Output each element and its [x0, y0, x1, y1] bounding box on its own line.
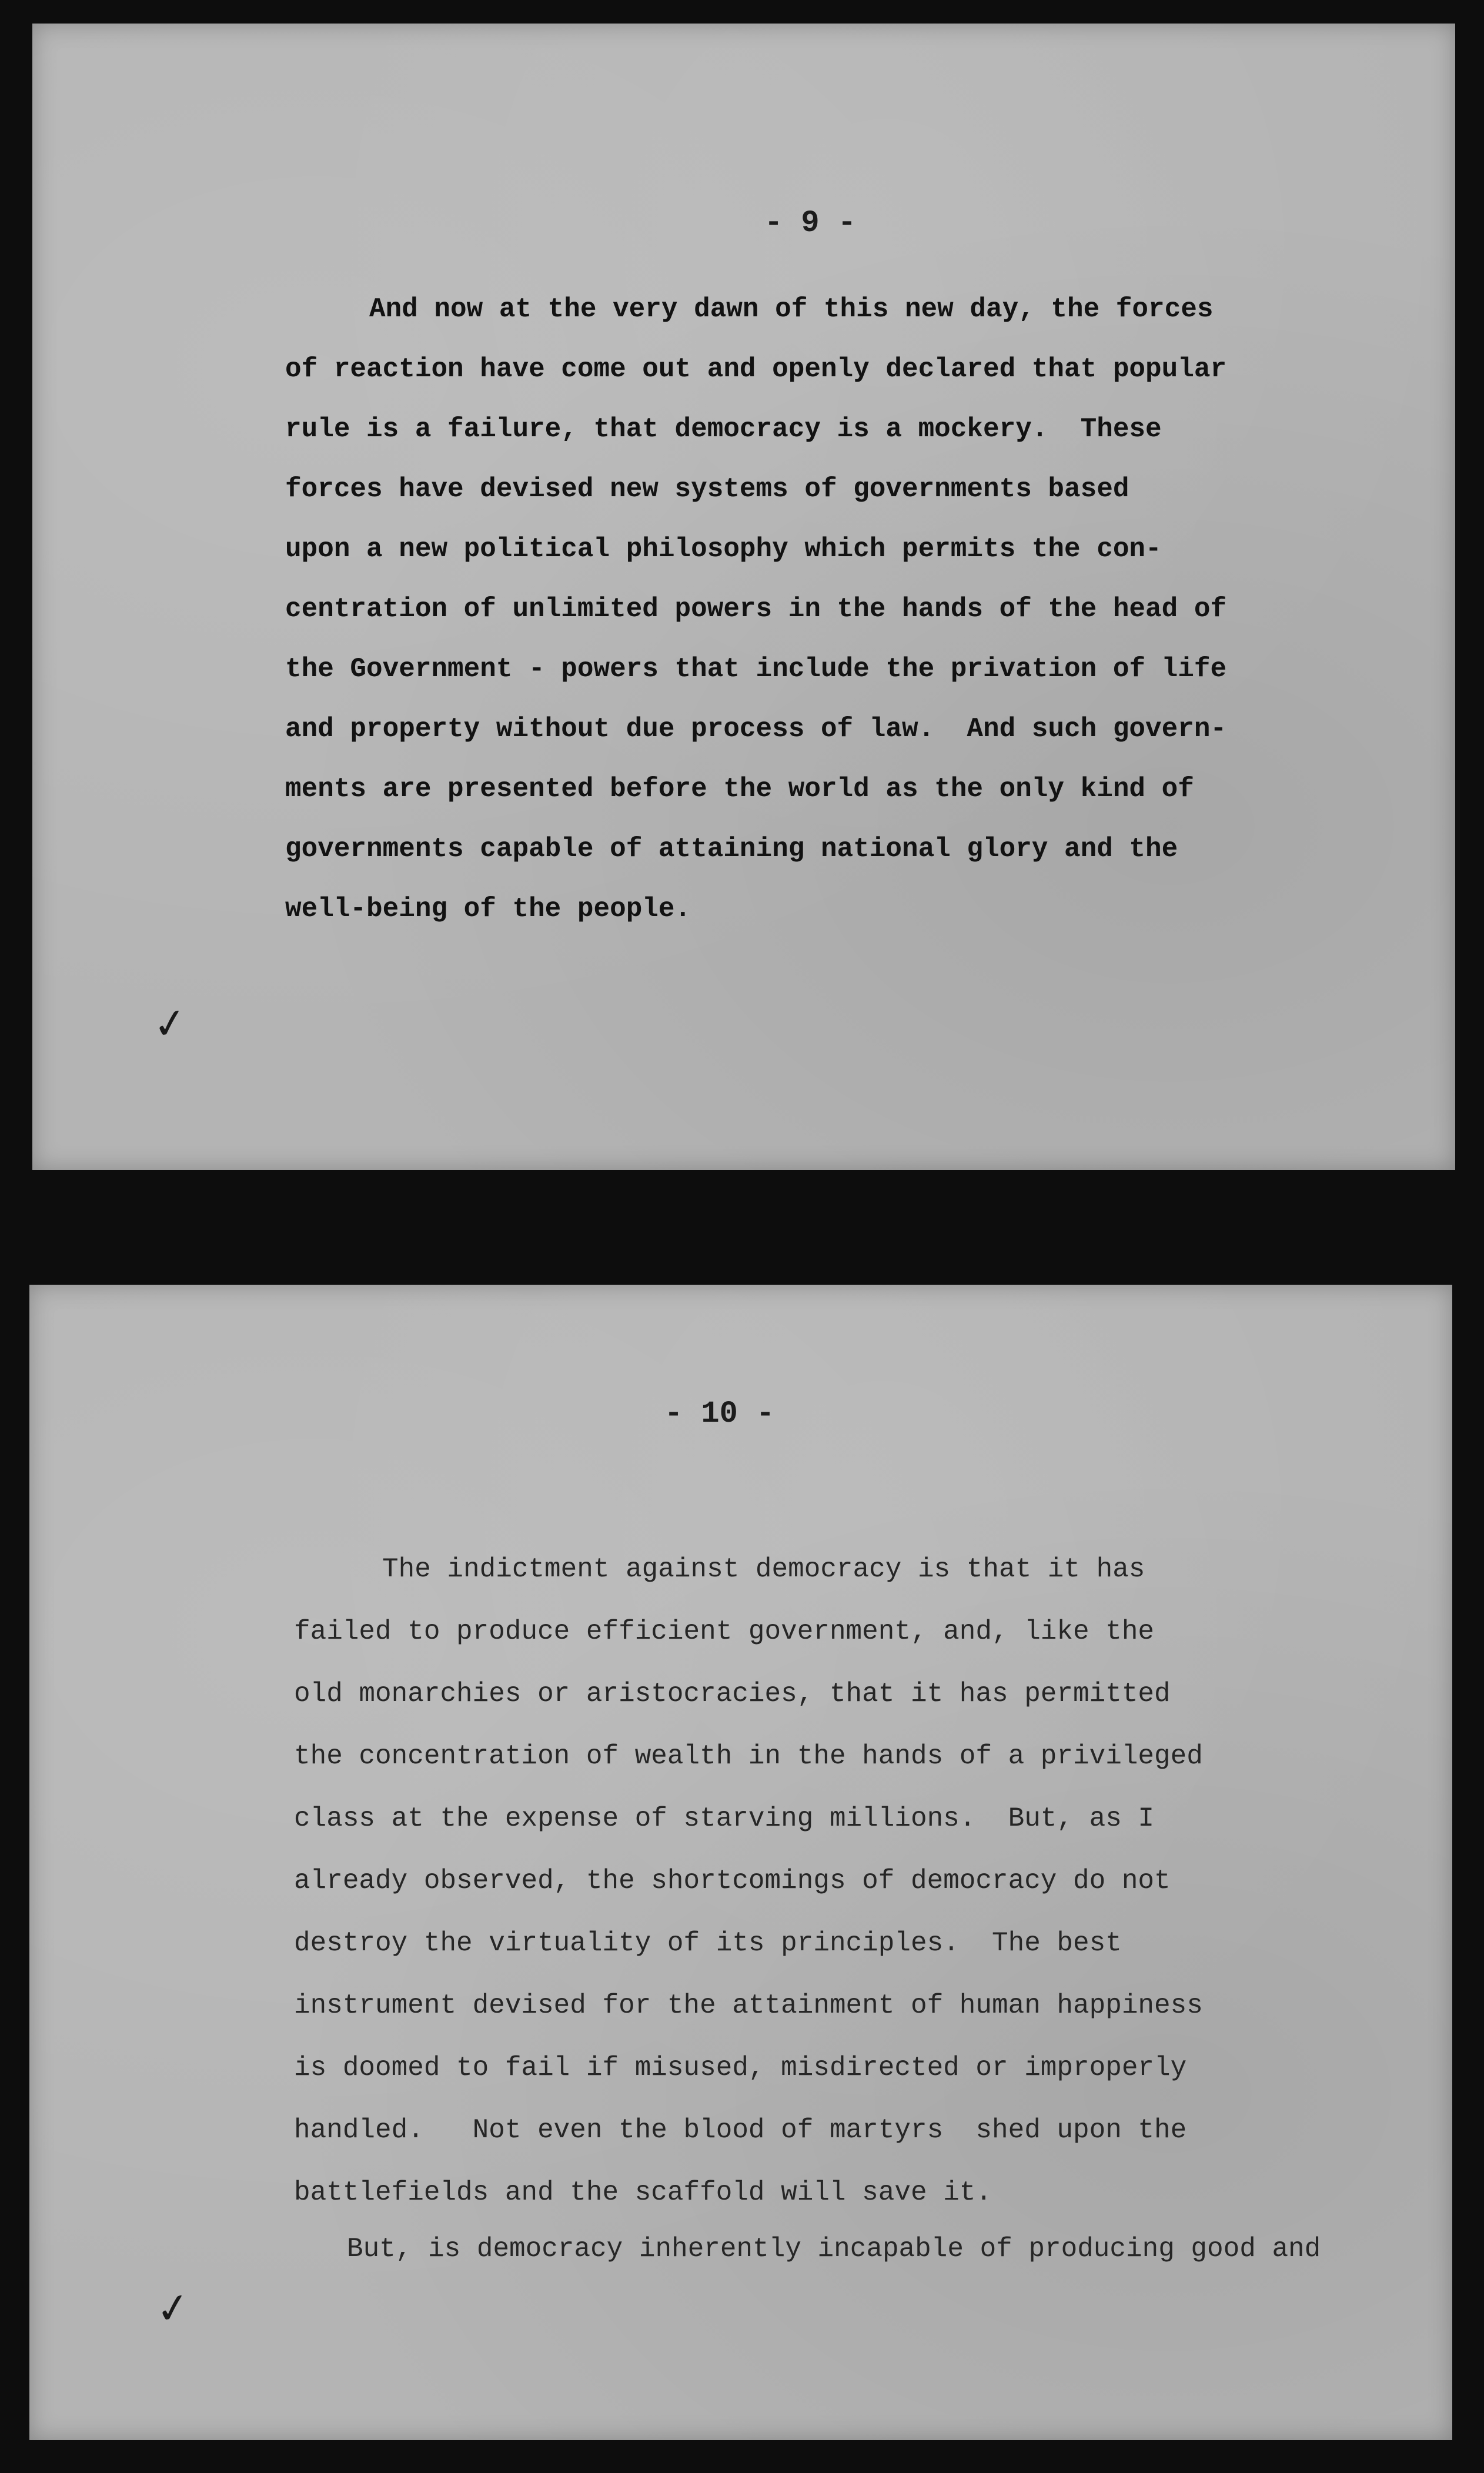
text-line: and property without due process of law. And such govern- — [285, 714, 1227, 744]
text-line: governments capable of attaining national glory and the — [285, 834, 1178, 864]
text-line: instrument devised for the attainment of human happiness — [294, 1990, 1203, 2021]
text-line: forces have devised new systems of governments based — [285, 474, 1129, 504]
text-line: class at the expense of starving millions. But, as I — [294, 1803, 1155, 1834]
text-line: But, is democracy inherently incapable of producing good and — [347, 2234, 1321, 2264]
document-page-10 — [29, 1285, 1452, 2440]
text-line: rule is a failure, that democracy is a mockery. These — [285, 414, 1162, 445]
text-line: handled. Not even the blood of martyrs shed upon the — [294, 2115, 1187, 2146]
text-line: the Government - powers that include the privation of life — [285, 654, 1227, 684]
text-line: failed to produce efficient government, and, like the — [294, 1616, 1155, 1647]
text-line: ments are presented before the world as the only kind of — [285, 774, 1194, 804]
text-line: The indictment against democracy is that it has — [382, 1554, 1145, 1585]
page-number: - 9 - — [764, 206, 857, 240]
text-line: well-being of the people. — [285, 894, 691, 924]
checkmark-icon: ✓ — [149, 997, 191, 1050]
text-line: centration of unlimited powers in the hands of the head of — [285, 594, 1227, 624]
text-line: upon a new political philosophy which permits the con- — [285, 534, 1162, 564]
page-number: - 10 - — [664, 1396, 775, 1431]
checkmark-icon: ✓ — [152, 2282, 194, 2335]
text-line: battlefields and the scaffold will save it. — [294, 2177, 992, 2208]
text-line: the concentration of wealth in the hands of a privileged — [294, 1741, 1203, 1772]
text-line: destroy the virtuality of its principles. The best — [294, 1928, 1122, 1959]
text-line: And now at the very dawn of this new day, the forces — [369, 294, 1214, 325]
text-line: is doomed to fail if misused, misdirected or improperly — [294, 2053, 1187, 2083]
text-line: already observed, the shortcomings of democracy do not — [294, 1866, 1171, 1896]
text-line: old monarchies or aristocracies, that it has permitted — [294, 1679, 1171, 1709]
text-line: of reaction have come out and openly declared that popular — [285, 354, 1227, 385]
document-page-9 — [32, 24, 1455, 1170]
